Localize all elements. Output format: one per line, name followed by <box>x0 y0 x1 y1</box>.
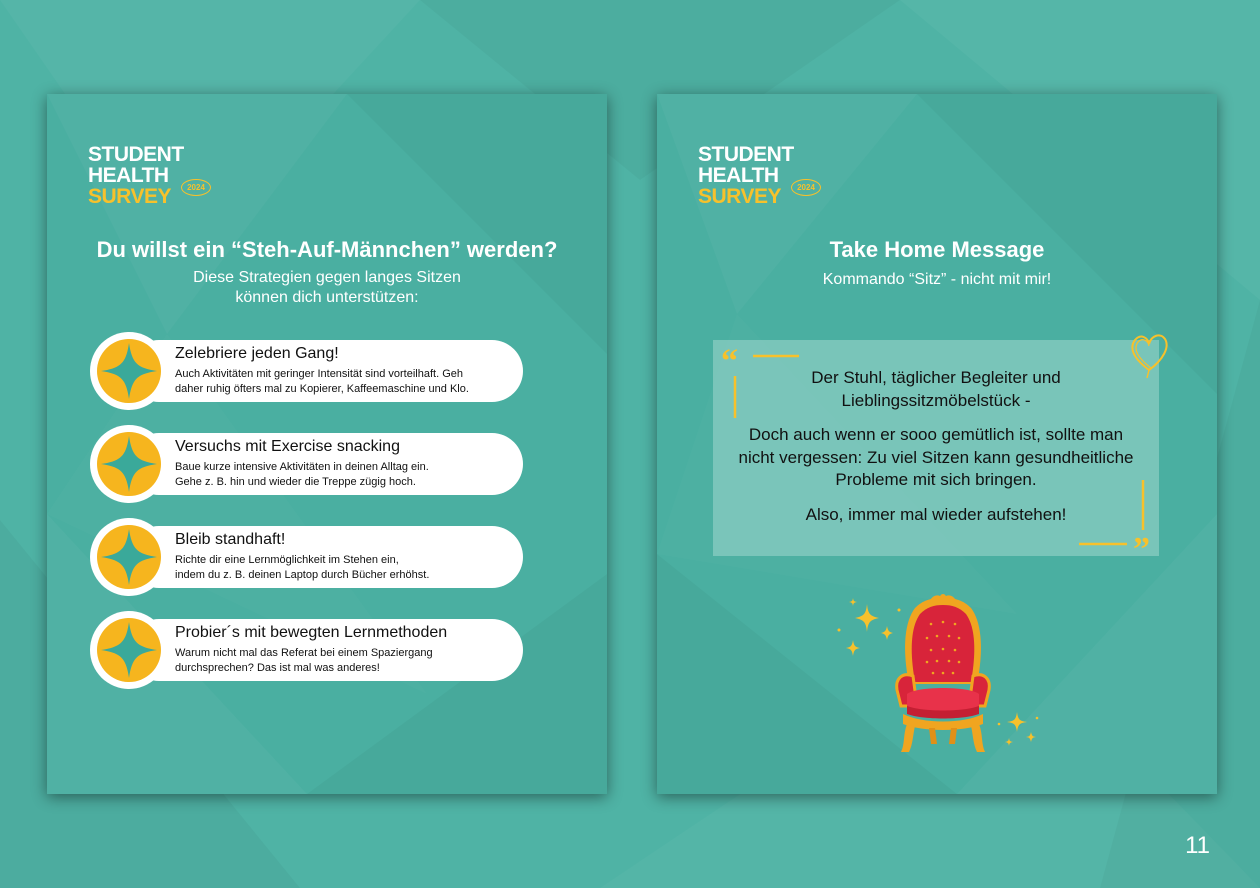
sparkles-icon <box>995 706 1041 752</box>
strategy-description-line-2: indem du z. B. deinen Laptop durch Bücher erhöhst. <box>175 569 430 581</box>
sparkle-star-icon <box>97 432 161 496</box>
page-title: Take Home Message <box>829 237 1045 262</box>
sparkle-star-icon <box>97 339 161 403</box>
page-title: Du willst ein “Steh-Auf-Männchen” werden? <box>96 237 558 262</box>
quote-open-icon <box>721 346 811 426</box>
svg-text:”: ” <box>1133 531 1150 556</box>
logo-line-1: STUDENT <box>698 143 794 166</box>
strategy-badge <box>90 611 168 689</box>
sparkle-star-icon <box>97 525 161 589</box>
strategy-badge <box>90 332 168 410</box>
strategy-item <box>90 425 523 503</box>
strategy-title: Bleib standhaft! <box>175 531 286 548</box>
quote-paragraph-1: Der Stuhl, täglicher Begleiter und Lieblingssitzmöbelstück - <box>811 368 1061 410</box>
right-page <box>657 94 1217 794</box>
logo-line-1: STUDENT <box>88 143 184 166</box>
logo-year-badge: 2024 <box>791 179 821 196</box>
strategy-item <box>90 332 523 410</box>
logo-line-2: HEALTH <box>698 164 779 187</box>
quote-paragraph-3: Also, immer mal wieder aufstehen! <box>805 504 1067 524</box>
strategy-description-line-1: Baue kurze intensive Aktivitäten in deinen Alltag ein. <box>175 461 429 473</box>
strategy-description <box>175 553 515 583</box>
strategy-title: Versuchs mit Exercise snacking <box>175 438 400 455</box>
strategy-title: Zelebriere jeden Gang! <box>175 345 339 362</box>
strategy-description-line-1: Richte dir eine Lernmöglichkeit im Stehen ein, <box>175 554 399 566</box>
sparkle-star-icon <box>97 618 161 682</box>
page-subtitle-line-1: Diese Strategien gegen langes Sitzen <box>193 269 461 286</box>
strategy-description-line-1: Auch Aktivitäten mit geringer Intensität sind vorteilhaft. Geh <box>175 368 463 380</box>
strategy-item <box>90 518 523 596</box>
student-health-survey-logo <box>88 144 228 206</box>
student-health-survey-logo <box>698 144 838 206</box>
svg-text:“: “ <box>721 346 738 380</box>
logo-year-badge: 2024 <box>181 179 211 196</box>
strategy-title: Probier´s mit bewegten Lernmethoden <box>175 624 448 641</box>
strategy-badge <box>90 518 168 596</box>
page-subtitle-line-2: können dich unterstützen: <box>235 289 419 306</box>
logo-line-3: SURVEY <box>698 185 781 208</box>
strategy-item <box>90 611 523 689</box>
page-subtitle: Kommando “Sitz” - nicht mit mir! <box>822 271 1052 288</box>
strategy-badge <box>90 425 168 503</box>
left-page <box>47 94 607 794</box>
page-number: 11 <box>1185 832 1210 859</box>
strategy-description <box>175 367 515 397</box>
red-throne-chair-icon <box>893 594 993 756</box>
logo-line-3: SURVEY <box>88 185 171 208</box>
strategy-description-line-2: daher ruhig öfters mal zu Kopierer, Kaffeemaschine und Klo. <box>175 383 469 395</box>
strategy-description <box>175 646 515 676</box>
heart-doodle-icon <box>1127 330 1171 380</box>
strategy-description-line-1: Warum nicht mal das Referat bei einem Spaziergang <box>175 647 433 659</box>
strategy-description-line-2: durchsprechen? Das ist mal was anderes! <box>175 662 380 674</box>
strategy-description-line-2: Gehe z. B. hin und wieder die Treppe zügig hoch. <box>175 476 416 488</box>
quote-close-icon <box>1075 478 1167 556</box>
quote-paragraph-2: Doch auch wenn er sooo gemütlich ist, sollte man nicht vergessen: Zu viel Sitzen kann gesundheitliche Probleme mit sich bringen. <box>738 425 1134 489</box>
logo-line-2: HEALTH <box>88 164 169 187</box>
strategy-description <box>175 460 515 490</box>
